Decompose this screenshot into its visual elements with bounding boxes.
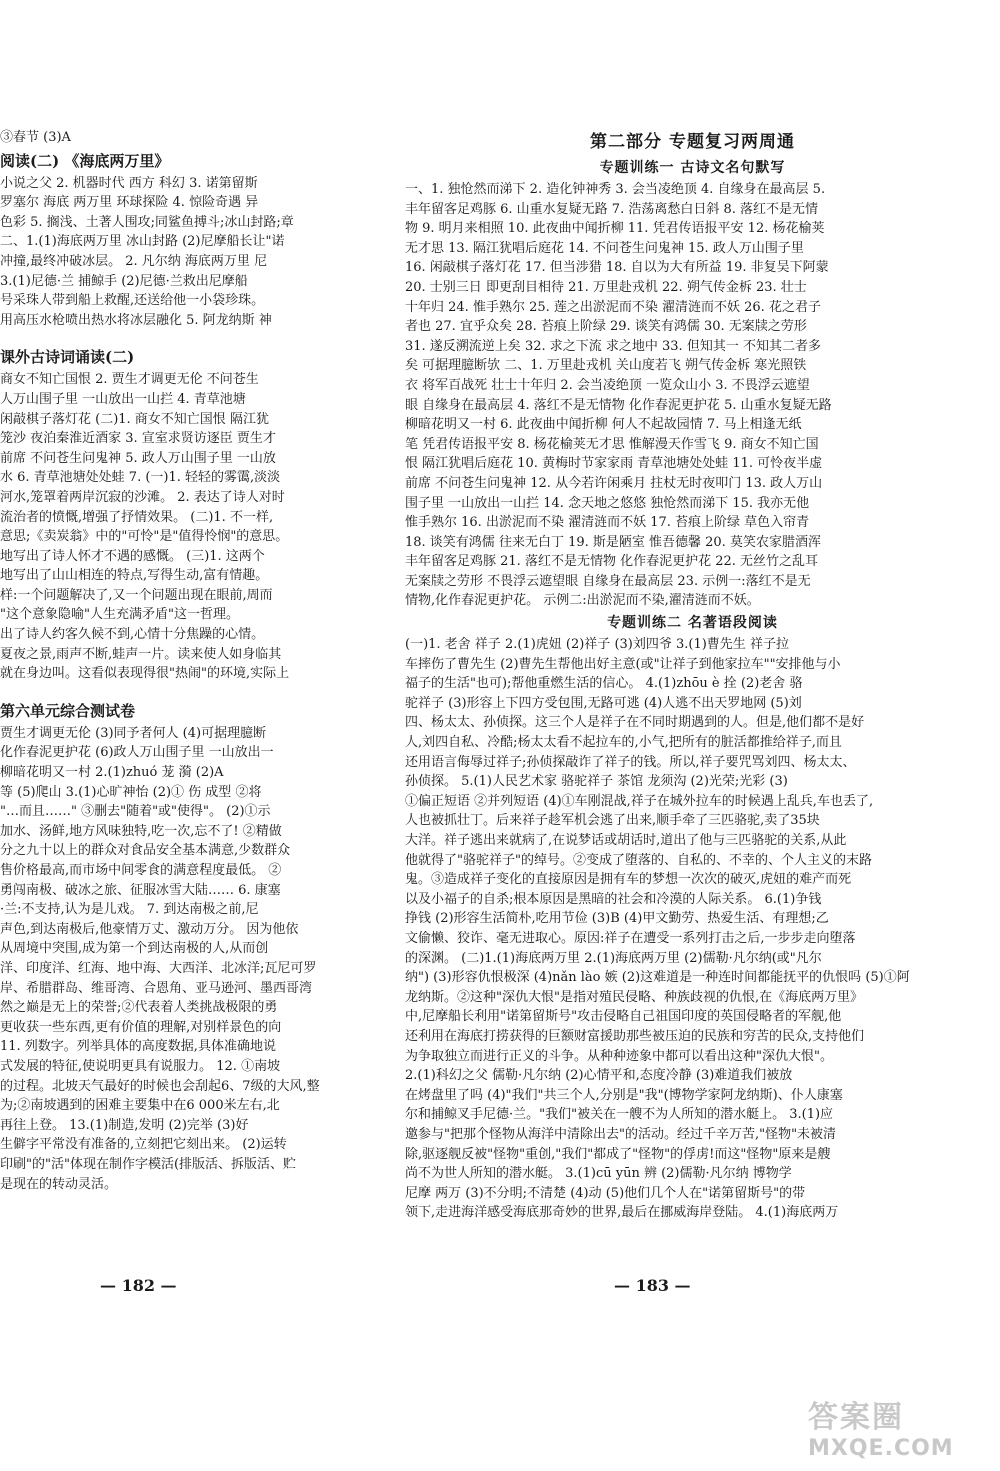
right-column — [405, 128, 980, 1223]
section-heading: 阅读(二) 《海底两万里》 — [0, 151, 170, 170]
text-line: 11. 列数字。列举具体的高度数据,具体准确地说 — [0, 1039, 276, 1055]
text-line: 就在身边叫。这看似表现得很"热闹"的环境,实际上 — [0, 666, 290, 682]
text-line: 还利用在海底打捞获得的巨额财富援助那些被压迫的民族和穷苦的民众,支持他们 — [405, 1028, 865, 1044]
text-line: 以及小福子的自杀;根本原因是黑暗的社会和冷漠的人际关系。 6.(1)争钱 — [405, 891, 822, 907]
text-line: 分之九十以上的群众对食品安全基本满意,少数群众 — [0, 843, 291, 859]
section-subtitle: 专题训练二 名著语段阅读 — [607, 615, 778, 632]
text-line: 者也 27. 宜乎众矣 28. 苔痕上阶绿 29. 谈笑有鸿儒 30. 无案牍之劳形 — [405, 319, 807, 335]
text-line: 是现在的转动灵活。 — [0, 1176, 118, 1192]
text-line: 出了诗人约客久候不到,心情十分焦躁的心情。 — [0, 627, 265, 643]
text-line: 售价格最高,而市场中间零食的满意程度最低。 ② — [0, 863, 282, 878]
text-line: 人万山围子里 一山放出一山拦 4. 青草池塘 — [0, 391, 246, 407]
text-line: 3.(1)尼德·兰 捕鲸手 (2)尼德·兰救出尼摩船 — [0, 273, 248, 289]
watermark-line2: MXQE.COM — [808, 1436, 954, 1461]
text-line: 文偷懒、狡诈、毫无进取心。原因:祥子在遭受一系列打击之后,一步步走向堕落 — [405, 930, 856, 946]
text-line: 驼祥子 (3)形容上下四方受包围,无路可逃 (4)人逃不出天罗地网 (5)刘 — [405, 695, 802, 711]
text-line: 惟手熟尔 16. 出淤泥而不染 濯清涟而不妖 17. 苔痕上阶绿 草色入帘青 — [405, 515, 810, 531]
text-line: 印刷"的"活"体现在制作字模活(排版活、拆版活、贮 — [0, 1156, 297, 1172]
text-line: 夏夜之景,雨声不断,蛙声一片。读来使人如身临其 — [0, 646, 282, 662]
text-line: 还用语言侮辱过祥子;孙侦探敲诈了祥子的钱。所以,祥子要咒骂刘四、杨太太、 — [405, 754, 856, 770]
text-line: 18. 谈笑有鸿儒 往来无白丁 19. 斯是陋室 惟吾德馨 20. 莫笑农家腊酒浑 — [405, 534, 821, 550]
text-line: ③春节 (3)A — [0, 130, 71, 145]
text-line: 生僻字平常没有准备的,立刻把它刻出来。 (2)运转 — [0, 1137, 287, 1153]
text-line: 挣钱 (2)形容生活简朴,吃用节俭 (3)B (4)甲文勤劳、热爱生活、有理想;乙 — [405, 911, 829, 927]
text-line: 十年归 24. 惟手熟尔 25. 莲之出淤泥而不染 濯清涟而不妖 26. 花之君子 — [405, 299, 821, 315]
text-line: 勇闯南极、破冰之旅、征服冰雪大陆…… 6. 康塞 — [0, 882, 281, 898]
text-line: 2.(1)科幻之父 儒勒·凡尔纳 (2)心情平和,态度冷静 (3)难道我们被放 — [405, 1068, 793, 1084]
text-line: 车摔伤了曹先生 (2)曹先生帮他出好主意(或"让祥子到他家拉车""安排他与小 — [405, 656, 841, 672]
text-line: 再往上登。 13.(1)制造,发明 (2)完举 (3)好 — [0, 1117, 249, 1133]
text-line: 二、1.(1)海底两万里 冰山封路 (2)尼摩船长让"诺 — [0, 234, 285, 250]
section-heading: 课外古诗词诵读(二) — [0, 348, 135, 367]
text-line: 除,驱逐舰反被"怪物"重创,"我们"都成了"怪物"的俘虏!而这"怪物"原来是艘 — [405, 1146, 831, 1162]
text-line: 衣 将军百战死 壮士十年归 2. 会当凌绝顶 一览众山小 3. 不畏浮云遮望 — [405, 377, 810, 393]
text-line: 围子里 一山放出一山拦 14. 念天地之悠悠 独怆然而涕下 15. 我亦无他 — [405, 495, 810, 511]
text-line: 冲撞,最终冲破冰层。 2. 凡尔纳 海底两万里 尼 — [0, 253, 268, 269]
spacer — [0, 330, 352, 344]
text-line: 一、1. 独怆然而涕下 2. 造化钟神秀 3. 会当凌绝顶 4. 自缘身在最高层 5. — [405, 182, 826, 197]
section-subtitle: 专题训练一 古诗文名句默写 — [599, 160, 786, 176]
text-line: 31. 遂反溯流逆上矣 32. 求之下流 求之地中 33. 但知其一 不知其二者多 — [405, 338, 821, 354]
text-line: 前席 不问苍生问鬼神 12. 从今若许闲乘月 拄杖无时夜叩门 13. 政人万山 — [405, 475, 823, 491]
text-line: 恨 隔江犹唱后庭花 10. 黄梅时节家家雨 青草池塘处处蛙 11. 可怜夜半虚 — [405, 456, 823, 472]
text-line: 岸、希腊群岛、维哥湾、合恩角、亚马逊河、墨西哥湾 — [0, 980, 313, 996]
text-line: 商女不知亡国恨 2. 贾生才调更无伦 不问苍生 — [0, 372, 259, 388]
text-line: "…而且……" ③删去"随着"或"使得"。 (2)①示 — [0, 804, 271, 820]
text-line: ①偏正短语 ②并列短语 (4)①车刚混战,祥子在城外拉车的时候遇上乱兵,车也丢了, — [405, 793, 874, 809]
text-line: 情物,化作春泥更护花。 示例二:出淤泥而不染,濯清涟而不妖。 — [405, 593, 760, 609]
text-line: 贾生才调更无伦 (3)同予者何人 (4)可据理臆断 — [0, 725, 267, 741]
text-line: ·兰:不支持,认为是儿戏。 7. 到达南极之前,尼 — [0, 902, 259, 918]
text-line: "这个意象隐喻"人生充满矛盾"这一哲理。 — [0, 607, 239, 623]
text-line: 的过程。北坡天气最好的时候也会刮起6、7级的大风,整 — [0, 1078, 320, 1094]
page-number-left: — 182 — — [100, 1276, 177, 1295]
text-line: 色彩 5. 搁浅、土著人围攻;同鲨鱼搏斗;冰山封路;章 — [0, 214, 294, 230]
text-line: 用高压水枪喷出热水将冰层融化 5. 阿龙纳斯 神 — [0, 312, 272, 328]
text-line: 20. 士别三日 即更刮目相待 21. 万里赴戎机 22. 朔气传金柝 23. 壮士 — [405, 279, 807, 295]
text-line: 邀参与"把那个怪物从海洋中清除出去"的活动。经过千辛万苦,"怪物"未被清 — [405, 1126, 837, 1142]
text-line: 流治者的愤慨,增强了抒情效果。 (二)1. 不一样, — [0, 509, 274, 525]
text-line: 等 (5)爬山 3.(1)心旷神怡 (2)① 伤 成型 ②将 — [0, 784, 262, 800]
part-title: 第二部分 专题复习两周通 — [590, 132, 795, 152]
right-column-body — [405, 156, 980, 1223]
text-line: 福子的生活"也可);帮他重燃生活的信心。 4.(1)zhōu è 拴 (2)老舍 骆 — [405, 676, 803, 692]
text-line: 然之巅是无上的荣誉;②代表着人类挑战极限的勇 — [0, 1000, 278, 1016]
text-line: 式发展的特征,使说明更具有说服力。 12. ①南坡 — [0, 1058, 281, 1074]
text-line: 柳暗花明又一村 2.(1)zhuó 茏 漪 (2)A — [0, 765, 224, 781]
text-line: 纳") (3)形容仇恨极深 (4)nǎn lào 嫉 (2)这难道是一种连时间都能抚平的仇恨吗 (5)①阿 — [405, 970, 910, 986]
text-line: 洋、印度洋、红海、地中海、大西洋、北冰洋;瓦尼可罗 — [0, 960, 317, 976]
text-line: 中,尼摩船长利用"诺第留斯号"攻击侵略自己祖国印度的英国侵略者的军舰,他 — [405, 1009, 842, 1025]
text-line: 化作春泥更护花 (6)政人万山围子里 一山放出一 — [0, 745, 274, 761]
text-line: (一)1. 老舍 祥子 2.(1)虎妞 (2)祥子 (3)刘四爷 3.(1)曹先生 祥子拉 — [405, 637, 789, 653]
text-line: 笼沙 夜泊秦淮近酒家 3. 宣室求贤访逐臣 贾生才 — [0, 431, 276, 447]
text-line: 闲敲棋子落灯花 (二)1. 商女不知亡国恨 隔江犹 — [0, 411, 269, 427]
text-line: 尚不为世人所知的潜水艇。 3.(1)cū yūn 辨 (2)儒勒·凡尔纳 博物学 — [405, 1166, 792, 1182]
text-line: 为争取独立而进行正义的斗争。从种种迹象中都可以看出这种"深仇大恨"。 — [405, 1048, 833, 1064]
page-number-right: — 183 — — [614, 1276, 691, 1295]
text-line: 人,刘四自私、冷酷;杨太太看不起拉车的,小气,把所有的脏活都推给祥子,而且 — [405, 735, 842, 751]
spacer — [0, 684, 352, 698]
text-line: 罗塞尔 海底 两万里 环球探险 4. 惊险奇遇 异 — [0, 195, 259, 211]
text-line: 在烤盘里了吗 (4)"我们"共三个人,分别是"我"(博物学家阿龙纳斯)、仆人康塞 — [405, 1087, 843, 1103]
text-line: 他就得了"骆驼祥子"的绰号。②变成了堕落的、自私的、不幸的、个人主义的末路 — [405, 852, 872, 868]
text-line: 物 9. 明月来相照 10. 此夜曲中闻折柳 11. 凭君传语报平安 12. 杨花榆荚 — [405, 221, 825, 237]
text-line: 丰年留客足鸡豚 21. 落红不是无情物 化作春泥更护花 22. 无丝竹之乱耳 — [405, 554, 819, 570]
text-line: 样:一个问题解决了,又一个问题出现在眼前,周而 — [0, 587, 273, 603]
text-line: 无才思 13. 隔江犹唱后庭花 14. 不问苍生问鬼神 15. 政人万山围子里 — [405, 240, 804, 256]
text-line: 龙纳斯。②这种"深仇大恨"是指对殖民侵略、种族歧视的仇恨,在《海底两万里》 — [405, 989, 864, 1005]
section-heading: 第六单元综合测试卷 — [0, 701, 136, 720]
text-line: 大洋。祥子逃出来就病了,在说梦话或胡话时,道出了他与三匹骆驼的关系,从此 — [405, 833, 847, 848]
text-line: 河水,笼罩着两岸沉寂的沙滩。 2. 表达了诗人对时 — [0, 489, 285, 505]
text-line: 笔 凭君传语报平安 8. 杨花榆荚无才思 惟解漫天作雪飞 9. 商女不知亡国 — [405, 436, 819, 452]
text-line: 四、杨太太、孙侦探。这三个人是祥子在不同时期遇到的人。但是,他们都不是好 — [405, 715, 865, 731]
text-line: 小说之父 2. 机器时代 西方 科幻 3. 诺第留斯 — [0, 175, 258, 191]
text-line: 前席 不问苍生问鬼神 5. 政人万山围子里 一山放 — [0, 450, 276, 466]
text-line: 丰年留客足鸡豚 6. 山重水复疑无路 7. 浩荡离愁白日斜 8. 落红不是无情 — [405, 201, 819, 217]
text-line: 水 6. 青草池塘处处蛙 7. (一)1. 轻轻的雾霭,淡淡 — [0, 470, 281, 486]
text-line: 尔和捕鲸叉手尼德·兰。"我们"被关在一艘不为人所知的潜水艇上。 3.(1)应 — [405, 1107, 834, 1123]
text-line: 尼摩 两万 (3)不分明;不清楚 (4)动 (5)他们几个人在"诺第留斯号"的带 — [405, 1185, 806, 1201]
text-line: 地写出了山山相连的特点,写得生动,富有情趣。 — [0, 568, 269, 584]
text-line: 更收获一些东西,更有价值的理解,对别样景色的向 — [0, 1019, 282, 1035]
left-column — [0, 128, 352, 1194]
text-line: 加水、汤鲜,地方风味独特,吃一次,忘不了! ②精做 — [0, 823, 282, 839]
text-line: 领下,走进海洋感受海底那奇妙的世界,最后在挪威海岸登陆。 4.(1)海底两万 — [405, 1205, 839, 1221]
text-line: 为;②南坡遇到的困难主要集中在6 000米左右,北 — [0, 1098, 280, 1114]
text-line: 的深渊。 (二)1.(1)海底两万里 2.(1)海底两万里 (2)儒勒·凡尔纳(或"凡尔 — [405, 950, 822, 966]
text-line: 柳暗花明又一村 6. 此夜曲中闻折柳 何人不起故园情 7. 马上相逢无纸 — [405, 417, 802, 433]
text-line: 声色,到达南极后,他豪情万丈、激动万分。 因为他依 — [0, 921, 299, 937]
text-line: 鬼。③造成祥子变化的直接原因是拥有车的梦想一次次的破灭,虎妞的难产而死 — [405, 872, 852, 888]
watermark-line1: 答案圈 — [808, 1400, 904, 1435]
text-line: 眼 自缘身在最高层 4. 落红不是无情物 化作春泥更护花 5. 山重水复疑无路 — [405, 397, 832, 413]
text-line: 矣 可据理臆断欤 二、1. 万里赴戎机 关山度若飞 朔气传金柝 寒光照铁 — [405, 358, 807, 374]
text-line: 意思;《卖炭翁》中的"可怜"是"值得怜悯"的意思。 — [0, 529, 289, 545]
watermark-logo — [808, 1392, 983, 1462]
text-line: 号采珠人带到船上救醒,还送给他一小袋珍珠。 — [0, 293, 265, 309]
text-line: 无案牍之劳形 不畏浮云遮望眼 自缘身在最高层 23. 示例一:落红不是无 — [405, 573, 811, 589]
text-line: 从周境中突围,成为第一个到达南极的人,从而创 — [0, 941, 269, 957]
text-line: 地写出了诗人怀才不遇的感慨。 (三)1. 这两个 — [0, 548, 265, 564]
text-line: 16. 闲敲棋子落灯花 17. 但当涉猎 18. 自以为大有所益 19. 非复吴下阿蒙 — [405, 260, 829, 276]
text-line: 人也被抓壮丁。后来祥子趁军机会逃了出来,顺手牵了三匹骆驼,卖了35块 — [405, 813, 820, 829]
text-line: 孙侦探。 5.(1)人民艺术家 骆驼祥子 茶馆 龙须沟 (2)光荣;光彩 (3) — [405, 774, 788, 790]
